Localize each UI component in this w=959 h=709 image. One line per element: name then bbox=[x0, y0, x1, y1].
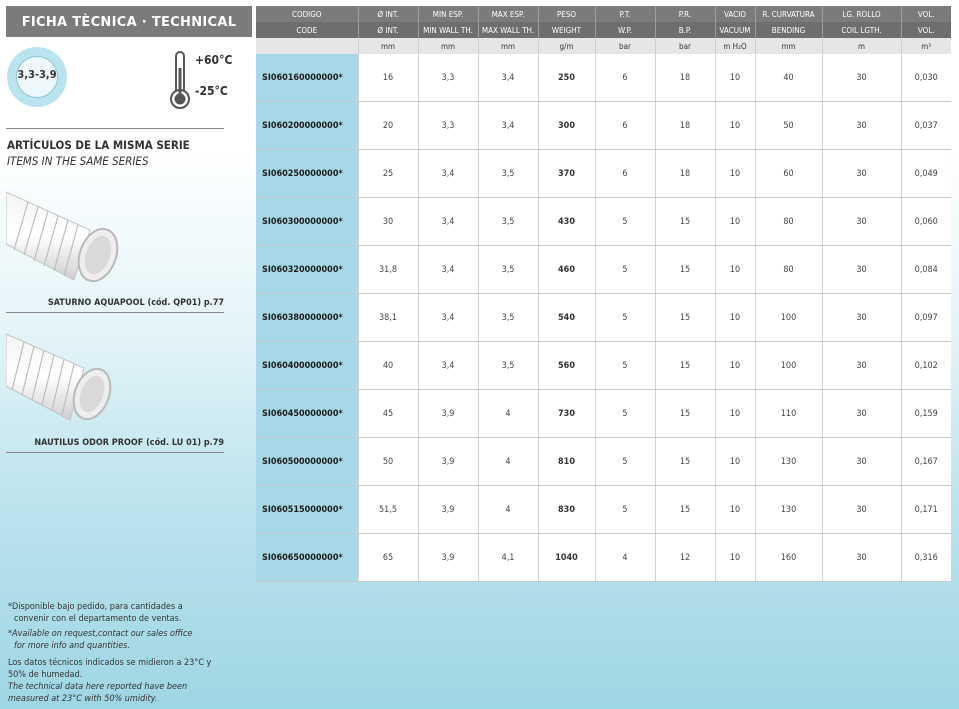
table-cell: 40 bbox=[755, 54, 822, 102]
column-header-es: Ø INT. bbox=[358, 6, 418, 22]
table-cell: 3,5 bbox=[478, 198, 538, 246]
divider bbox=[6, 452, 224, 453]
weight-cell: 460 bbox=[538, 246, 595, 294]
table-cell: 3,4 bbox=[418, 198, 478, 246]
table-cell: 30 bbox=[822, 438, 901, 486]
table-cell: 30 bbox=[822, 342, 901, 390]
table-cell: 0,097 bbox=[901, 294, 951, 342]
table-cell: 5 bbox=[595, 246, 655, 294]
table-cell: 5 bbox=[595, 390, 655, 438]
table-body bbox=[256, 54, 951, 582]
table-cell: 38,1 bbox=[358, 294, 418, 342]
weight-cell: 430 bbox=[538, 198, 595, 246]
related-item-nautilus[interactable]: NAUTILUS ODOR PROOF (cód. LU 01) p.79 bbox=[34, 438, 224, 448]
table-cell: 30 bbox=[822, 198, 901, 246]
product-code-cell: SI060515000000* bbox=[256, 486, 358, 534]
table-cell: 0,159 bbox=[901, 390, 951, 438]
table-cell: 40 bbox=[358, 342, 418, 390]
table-cell: 18 bbox=[655, 102, 715, 150]
table-cell: 15 bbox=[655, 198, 715, 246]
table-cell: 30 bbox=[358, 198, 418, 246]
weight-cell: 540 bbox=[538, 294, 595, 342]
table-cell: 10 bbox=[715, 198, 755, 246]
temperature-max: +60°C bbox=[195, 53, 233, 67]
table-cell: 30 bbox=[822, 54, 901, 102]
related-series-subtitle: ITEMS IN THE SAME SERIES bbox=[7, 154, 149, 168]
table-cell: 6 bbox=[595, 102, 655, 150]
column-unit: g/m bbox=[538, 38, 595, 54]
table-cell: 15 bbox=[655, 390, 715, 438]
column-header-es: P.T. bbox=[595, 6, 655, 22]
table-cell: 18 bbox=[655, 150, 715, 198]
column-header-es: VACIO bbox=[715, 6, 755, 22]
table-cell: 3,4 bbox=[478, 102, 538, 150]
column-header-es: MAX ESP. bbox=[478, 6, 538, 22]
table-cell: 5 bbox=[595, 486, 655, 534]
table-cell: 0,049 bbox=[901, 150, 951, 198]
availability-note-es: *Disponible bajo pedido, para cantidades a convenir con el departamento de ventas. bbox=[8, 602, 183, 624]
table-cell: 10 bbox=[715, 246, 755, 294]
table-cell: 3,9 bbox=[418, 486, 478, 534]
table-cell: 10 bbox=[715, 390, 755, 438]
column-unit: mm bbox=[358, 38, 418, 54]
product-code-cell: SI060650000000* bbox=[256, 534, 358, 582]
hose-image-saturno[interactable] bbox=[6, 182, 124, 290]
table-cell: 3,9 bbox=[418, 390, 478, 438]
table-cell: 10 bbox=[715, 342, 755, 390]
table-cell: 18 bbox=[655, 54, 715, 102]
table-cell: 3,5 bbox=[478, 150, 538, 198]
hose-section-icon bbox=[7, 47, 67, 107]
table-cell: 20 bbox=[358, 102, 418, 150]
table-cell: 10 bbox=[715, 438, 755, 486]
table-cell: 3,9 bbox=[418, 438, 478, 486]
table-cell: 6 bbox=[595, 150, 655, 198]
table-cell: 15 bbox=[655, 486, 715, 534]
table-cell: 3,5 bbox=[478, 246, 538, 294]
column-header-en: MAX WALL TH. bbox=[478, 22, 538, 38]
weight-cell: 1040 bbox=[538, 534, 595, 582]
column-header-en: COIL LGTH. bbox=[822, 22, 901, 38]
hose-image-nautilus[interactable] bbox=[6, 328, 124, 428]
table-cell: 10 bbox=[715, 486, 755, 534]
table-cell: 100 bbox=[755, 294, 822, 342]
column-unit: bar bbox=[595, 38, 655, 54]
table-cell: 16 bbox=[358, 54, 418, 102]
size-badge-label: 3,3-3,9 bbox=[17, 68, 57, 81]
table-cell: 3,4 bbox=[418, 294, 478, 342]
column-header-en: Ø INT. bbox=[358, 22, 418, 38]
table-cell: 12 bbox=[655, 534, 715, 582]
table-cell: 45 bbox=[358, 390, 418, 438]
table-cell: 25 bbox=[358, 150, 418, 198]
table-cell: 3,5 bbox=[478, 342, 538, 390]
table-cell: 10 bbox=[715, 54, 755, 102]
table-cell: 65 bbox=[358, 534, 418, 582]
measurement-note-es: Los datos técnicos indicados se midieron a 23°C y 50% de humedad. bbox=[8, 658, 212, 680]
column-unit bbox=[256, 38, 358, 54]
product-code-cell: SI060320000000* bbox=[256, 246, 358, 294]
table-cell: 0,167 bbox=[901, 438, 951, 486]
table-cell: 3,4 bbox=[418, 150, 478, 198]
technical-data-table bbox=[256, 6, 951, 582]
table-cell: 3,4 bbox=[478, 54, 538, 102]
table-cell: 100 bbox=[755, 342, 822, 390]
table-cell: 3,3 bbox=[418, 102, 478, 150]
table-row[interactable] bbox=[256, 390, 951, 438]
table-cell: 110 bbox=[755, 390, 822, 438]
table-cell: 130 bbox=[755, 438, 822, 486]
table-cell: 30 bbox=[822, 150, 901, 198]
weight-cell: 830 bbox=[538, 486, 595, 534]
table-cell: 10 bbox=[715, 150, 755, 198]
column-header-es: VOL. bbox=[901, 6, 951, 22]
table-cell: 15 bbox=[655, 294, 715, 342]
table-cell: 4 bbox=[478, 486, 538, 534]
column-header-en: WEIGHT bbox=[538, 22, 595, 38]
column-unit: mm bbox=[418, 38, 478, 54]
table-cell: 4 bbox=[595, 534, 655, 582]
column-header-es: CODIGO bbox=[256, 6, 358, 22]
product-code-cell: SI060300000000* bbox=[256, 198, 358, 246]
column-header-es: P.R. bbox=[655, 6, 715, 22]
table-row[interactable] bbox=[256, 534, 951, 582]
table-cell: 60 bbox=[755, 150, 822, 198]
table-cell: 5 bbox=[595, 438, 655, 486]
column-unit: mm bbox=[755, 38, 822, 54]
table-row[interactable] bbox=[256, 150, 951, 198]
table-cell: 50 bbox=[358, 438, 418, 486]
table-cell: 10 bbox=[715, 294, 755, 342]
column-unit: m H₂O bbox=[715, 38, 755, 54]
left-panel bbox=[0, 0, 237, 709]
product-code-cell: SI060200000000* bbox=[256, 102, 358, 150]
table-row[interactable] bbox=[256, 486, 951, 534]
weight-cell: 250 bbox=[538, 54, 595, 102]
related-series-title: ARTÍCULOS DE LA MISMA SERIE bbox=[7, 138, 190, 152]
table-cell: 3,4 bbox=[418, 246, 478, 294]
column-header-es: LG. ROLLO bbox=[822, 6, 901, 22]
table-cell: 3,4 bbox=[418, 342, 478, 390]
table-cell: 0,060 bbox=[901, 198, 951, 246]
table-cell: 4 bbox=[478, 438, 538, 486]
table-row[interactable] bbox=[256, 54, 951, 102]
column-header-es: MIN ESP. bbox=[418, 6, 478, 22]
table-cell: 31,8 bbox=[358, 246, 418, 294]
column-unit: m bbox=[822, 38, 901, 54]
column-header-en: BENDING bbox=[755, 22, 822, 38]
table-row[interactable] bbox=[256, 438, 951, 486]
table-row[interactable] bbox=[256, 246, 951, 294]
weight-cell: 300 bbox=[538, 102, 595, 150]
table-cell: 80 bbox=[755, 246, 822, 294]
measurement-note-en: The technical data here reported have been measured at 23°C with 50% umidity. bbox=[8, 682, 188, 704]
table-cell: 50 bbox=[755, 102, 822, 150]
divider bbox=[6, 128, 224, 129]
column-header-en: B.P. bbox=[655, 22, 715, 38]
table-cell: 5 bbox=[595, 342, 655, 390]
table-cell: 30 bbox=[822, 486, 901, 534]
column-header-en: MIN WALL TH. bbox=[418, 22, 478, 38]
table-cell: 5 bbox=[595, 198, 655, 246]
product-code-cell: SI060160000000* bbox=[256, 54, 358, 102]
column-header-en: VOL. bbox=[901, 22, 951, 38]
column-header-es: R. CURVATURA bbox=[755, 6, 822, 22]
weight-cell: 560 bbox=[538, 342, 595, 390]
header-row-en bbox=[256, 22, 951, 38]
header-row-es bbox=[256, 6, 951, 22]
weight-cell: 730 bbox=[538, 390, 595, 438]
column-unit: mm bbox=[478, 38, 538, 54]
table-cell: 15 bbox=[655, 246, 715, 294]
table-cell: 160 bbox=[755, 534, 822, 582]
availability-note-en: *Available on request,contact our sales office for more info and quantities. bbox=[8, 629, 193, 651]
sheet-title: FICHA TÈCNICA · TECHNICAL DATA bbox=[6, 6, 252, 37]
table-cell: 15 bbox=[655, 342, 715, 390]
table-cell: 4,1 bbox=[478, 534, 538, 582]
table-row[interactable] bbox=[256, 342, 951, 390]
temperature-min: -25°C bbox=[195, 84, 228, 98]
table-cell: 0,084 bbox=[901, 246, 951, 294]
table-cell: 0,030 bbox=[901, 54, 951, 102]
column-unit: bar bbox=[655, 38, 715, 54]
column-unit: m³ bbox=[901, 38, 951, 54]
table-cell: 6 bbox=[595, 54, 655, 102]
column-header-en: W.P. bbox=[595, 22, 655, 38]
product-code-cell: SI060380000000* bbox=[256, 294, 358, 342]
table-cell: 3,3 bbox=[418, 54, 478, 102]
table-cell: 10 bbox=[715, 534, 755, 582]
product-code-cell: SI060250000000* bbox=[256, 150, 358, 198]
column-header-es: PESO bbox=[538, 6, 595, 22]
weight-cell: 810 bbox=[538, 438, 595, 486]
table-cell: 10 bbox=[715, 102, 755, 150]
table-cell: 51,5 bbox=[358, 486, 418, 534]
table-cell: 130 bbox=[755, 486, 822, 534]
related-item-saturno[interactable]: SATURNO AQUAPOOL (cód. QP01) p.77 bbox=[47, 298, 224, 308]
table-cell: 3,9 bbox=[418, 534, 478, 582]
thermometer-icon bbox=[168, 50, 192, 110]
divider bbox=[6, 312, 224, 313]
table-cell: 0,171 bbox=[901, 486, 951, 534]
table-cell: 3,5 bbox=[478, 294, 538, 342]
table-cell: 5 bbox=[595, 294, 655, 342]
table-cell: 0,316 bbox=[901, 534, 951, 582]
table-cell: 30 bbox=[822, 294, 901, 342]
table-row[interactable] bbox=[256, 198, 951, 246]
table-cell: 30 bbox=[822, 390, 901, 438]
product-code-cell: SI060400000000* bbox=[256, 342, 358, 390]
table-cell: 15 bbox=[655, 438, 715, 486]
table-row[interactable] bbox=[256, 102, 951, 150]
product-code-cell: SI060450000000* bbox=[256, 390, 358, 438]
table-cell: 30 bbox=[822, 534, 901, 582]
table-cell: 80 bbox=[755, 198, 822, 246]
units-row bbox=[256, 38, 951, 54]
column-header-en: CODE bbox=[256, 22, 358, 38]
weight-cell: 370 bbox=[538, 150, 595, 198]
table-cell: 0,037 bbox=[901, 102, 951, 150]
table-cell: 30 bbox=[822, 246, 901, 294]
table-row[interactable] bbox=[256, 294, 951, 342]
product-code-cell: SI060500000000* bbox=[256, 438, 358, 486]
table-cell: 30 bbox=[822, 102, 901, 150]
column-header-en: VACUUM bbox=[715, 22, 755, 38]
table-cell: 0,102 bbox=[901, 342, 951, 390]
table-cell: 4 bbox=[478, 390, 538, 438]
